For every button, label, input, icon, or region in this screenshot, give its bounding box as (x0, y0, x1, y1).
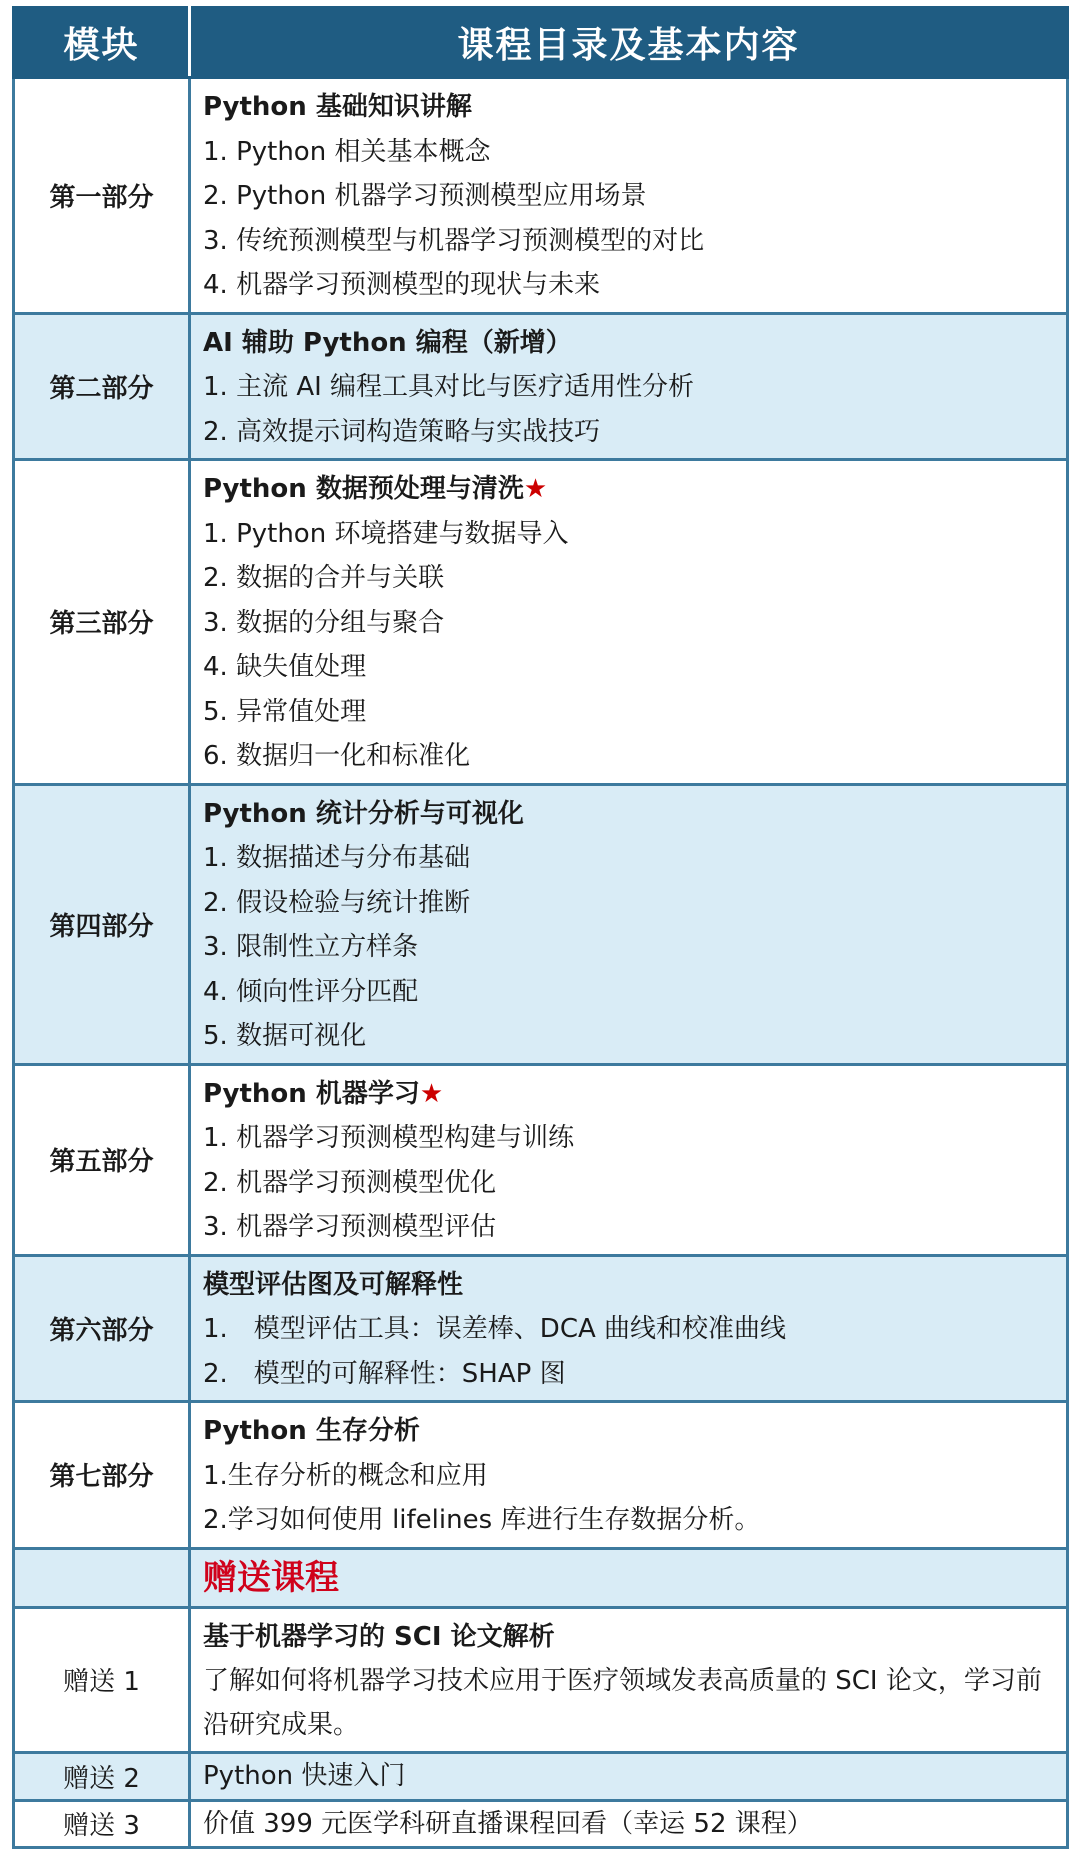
section-title-text: Python 统计分析与可视化 (203, 798, 524, 829)
section-content (190, 784, 1068, 1064)
section-title (203, 1263, 1054, 1308)
header-content: 课程目录及基本内容 (190, 8, 1068, 78)
section-title (203, 1409, 1054, 1454)
list-item: 2. 机器学习预测模型优化 (203, 1167, 497, 1198)
section-row-2 (14, 313, 1068, 460)
module-label: 第三部分 (14, 460, 190, 785)
module-label: 第四部分 (14, 784, 190, 1064)
section-content (190, 460, 1068, 785)
section-title (203, 467, 1054, 512)
list-item: 2. 数据的合并与关联 (203, 563, 445, 593)
list-item: 1. Python 环境搭建与数据导入 (203, 518, 569, 549)
section-content (190, 1402, 1068, 1549)
bonus-label: 赠送 1 (14, 1607, 190, 1753)
section-content (190, 1064, 1068, 1255)
section-content (190, 313, 1068, 460)
module-label: 第二部分 (14, 313, 190, 460)
section-row-5 (14, 1064, 1068, 1255)
bonus-row-1 (14, 1607, 1068, 1753)
section-title (203, 1072, 1054, 1117)
section-title (203, 85, 1054, 130)
section-title (203, 792, 1054, 837)
section-row-1 (14, 78, 1068, 314)
section-title-text: AI 辅助 Python 编程（新增） (203, 327, 572, 358)
section-title-text: Python 生存分析 (203, 1416, 420, 1446)
section-row-3 (14, 460, 1068, 785)
list-item: 3. 限制性立方样条 (203, 932, 419, 962)
list-item: 3. 机器学习预测模型评估 (203, 1212, 497, 1242)
bonus-label: 赠送 2 (14, 1753, 190, 1801)
module-label: 第七部分 (14, 1402, 190, 1549)
bonus-heading: 赠送课程 (203, 1557, 339, 1598)
section-row-6 (14, 1255, 1068, 1402)
header-module: 模块 (14, 8, 190, 78)
section-title (203, 321, 1054, 366)
course-table-container (12, 6, 1066, 1849)
bonus-content (190, 1753, 1068, 1801)
section-content (190, 78, 1068, 314)
bonus-heading-blank (14, 1548, 190, 1607)
section-title-text: 模型评估图及可解释性 (203, 1269, 464, 1300)
module-label: 第六部分 (14, 1255, 190, 1402)
star-icon: ★ (523, 474, 548, 504)
bonus-text: Python 快速入门 (203, 1761, 406, 1791)
bonus-description: 了解如何将机器学习技术应用于医疗领域发表高质量的 SCI 论文，学习前沿研究成果。 (203, 1666, 1042, 1740)
section-title-text: Python 基础知识讲解 (203, 92, 472, 122)
bonus-heading-row (14, 1548, 1068, 1607)
list-item: 1. 机器学习预测模型构建与训练 (203, 1123, 575, 1153)
list-item: 1.生存分析的概念和应用 (203, 1460, 488, 1491)
list-item: 3. 数据的分组与聚合 (203, 607, 445, 638)
bonus-label: 赠送 3 (14, 1800, 190, 1848)
course-table (12, 6, 1069, 1849)
list-item: 6. 数据归一化和标准化 (203, 741, 471, 771)
list-item: 1. Python 相关基本概念 (203, 136, 491, 167)
star-icon: ★ (419, 1078, 444, 1109)
bonus-row-3 (14, 1800, 1068, 1848)
section-title-text: Python 数据预处理与清洗 (203, 474, 524, 504)
section-row-7 (14, 1402, 1068, 1549)
section-row-4 (14, 784, 1068, 1064)
bonus-title: 基于机器学习的 SCI 论文解析 (203, 1621, 555, 1652)
bonus-content (190, 1800, 1068, 1848)
bonus-row-2 (14, 1753, 1068, 1801)
section-content (190, 1255, 1068, 1402)
list-item: 1. 模型评估工具：误差棒、DCA 曲线和校准曲线 (203, 1314, 787, 1344)
module-label: 第一部分 (14, 78, 190, 314)
list-item: 2. 假设检验与统计推断 (203, 887, 471, 918)
list-item: 1. 数据描述与分布基础 (203, 843, 471, 873)
list-item: 1. 主流 AI 编程工具对比与医疗适用性分析 (203, 372, 695, 402)
list-item: 2.学习如何使用 lifelines 库进行生存数据分析。 (203, 1505, 761, 1535)
bonus-heading-cell (190, 1548, 1068, 1607)
list-item: 4. 缺失值处理 (203, 652, 367, 682)
list-item: 3. 传统预测模型与机器学习预测模型的对比 (203, 225, 705, 256)
bonus-content (190, 1607, 1068, 1753)
list-item: 5. 数据可视化 (203, 1021, 367, 1051)
table-header-row (14, 8, 1068, 78)
list-item: 2. 高效提示词构造策略与实战技巧 (203, 416, 601, 447)
list-item: 2. Python 机器学习预测模型应用场景 (203, 181, 647, 211)
list-item: 5. 异常值处理 (203, 696, 367, 727)
list-item: 4. 倾向性评分匹配 (203, 976, 419, 1007)
list-item: 2. 模型的可解释性：SHAP 图 (203, 1358, 566, 1389)
bonus-text: 价值 399 元医学科研直播课程回看（幸运 52 课程） (203, 1808, 813, 1839)
module-label: 第五部分 (14, 1064, 190, 1255)
list-item: 4. 机器学习预测模型的现状与未来 (203, 270, 601, 300)
section-title-text: Python 机器学习 (203, 1078, 420, 1109)
